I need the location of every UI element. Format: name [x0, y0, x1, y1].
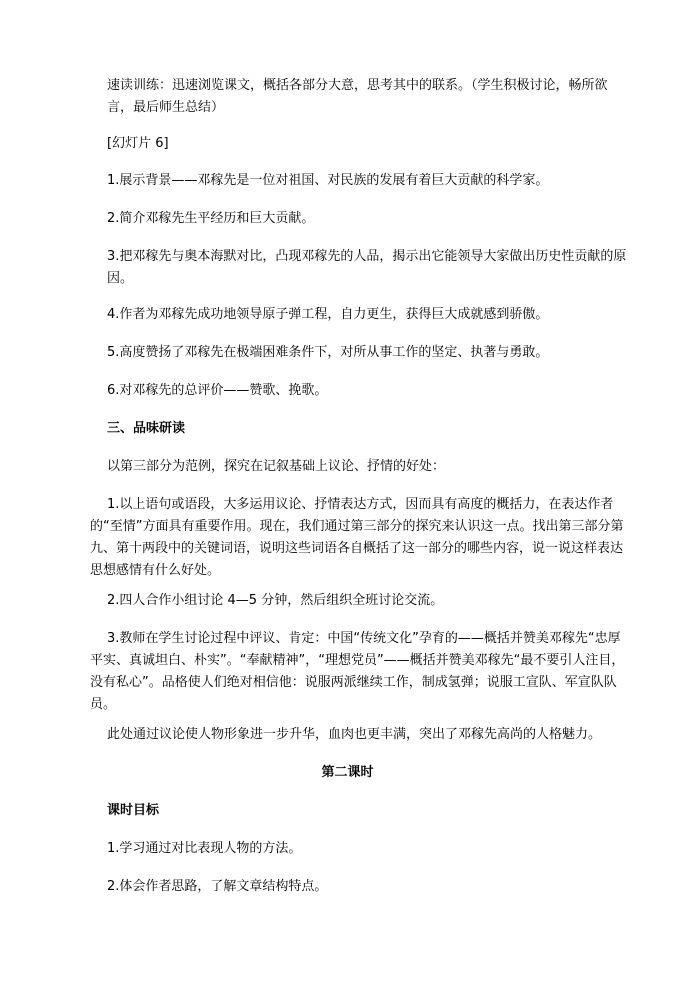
- summary-item-2: 2.简介邓稼先生平经历和巨大贡献。: [107, 211, 315, 226]
- section-conclusion: 此处通过议论使人物形象进一步升华，血肉也更丰满，突出了邓稼先高尚的人格魅力。: [107, 727, 602, 742]
- discussion-item-3: 3.教师在学生讨论过程中评议、肯定：中国“传统文化”孕育的——概括并赞美邓稼先“忠厚平实、真诚坦白、朴实”。“奉献精神”，“理想党员”——概括并赞美邓稼先“最不要引人注目，没有私心”。品格使人们绝对相信他：说服两派继续工作，制成氢弹；说服工宣队、军宣队队员。: [90, 631, 625, 712]
- discussion-item-1: 1.以上语句或语段，大多运用议论、抒情表达方式，因而具有高度的概括力，在表达作者的“至情”方面具有重要作用。现在，我们通过第三部分的探究来认识这一点。找出第三部分第九、第十两段中的关键词语，说明这些词语各自概括了这一部分的哪些内容，说一说这样表达思想感情有什么好处。: [90, 497, 624, 578]
- section-heading-3: 三、品味研读: [107, 421, 186, 436]
- summary-item-3: 3.把邓稼先与奥本海默对比，凸现邓稼先的人品，揭示出它能领导大家做出历史性贡献的原因。: [107, 249, 627, 286]
- objective-2: 2.体会作者思路，了解文章结构特点。: [107, 879, 328, 894]
- summary-item-1: 1.展示背景——邓稼先是一位对祖国、对民族的发展有着巨大贡献的科学家。: [107, 173, 549, 188]
- discussion-item-2: 2.四人合作小组讨论 4—5 分钟，然后组织全班讨论交流。: [107, 593, 444, 608]
- summary-item-4: 4.作者为邓稼先成功地领导原子弹工程，自力更生，获得巨大成就感到骄傲。: [107, 307, 549, 322]
- summary-item-6: 6.对邓稼先的总评价——赞歌、挽歌。: [107, 383, 328, 398]
- objective-1: 1.学习通过对比表现人物的方法。: [107, 841, 302, 856]
- slide-label: [幻灯片 6]: [107, 136, 169, 151]
- summary-item-5: 5.高度赞扬了邓稼先在极端困难条件下，对所从事工作的坚定、执著与勇敢。: [107, 345, 549, 360]
- objectives-heading: 课时目标: [107, 803, 160, 818]
- section-intro: 以第三部分为范例，探究在记叙基础上议论、抒情的好处：: [107, 459, 446, 474]
- lesson-title: 第二课时: [321, 765, 374, 780]
- speed-reading-paragraph: 速读训练：迅速浏览课文，概括各部分大意，思考其中的联系。（学生积极讨论，畅所欲言，最后师生总结）: [107, 78, 608, 115]
